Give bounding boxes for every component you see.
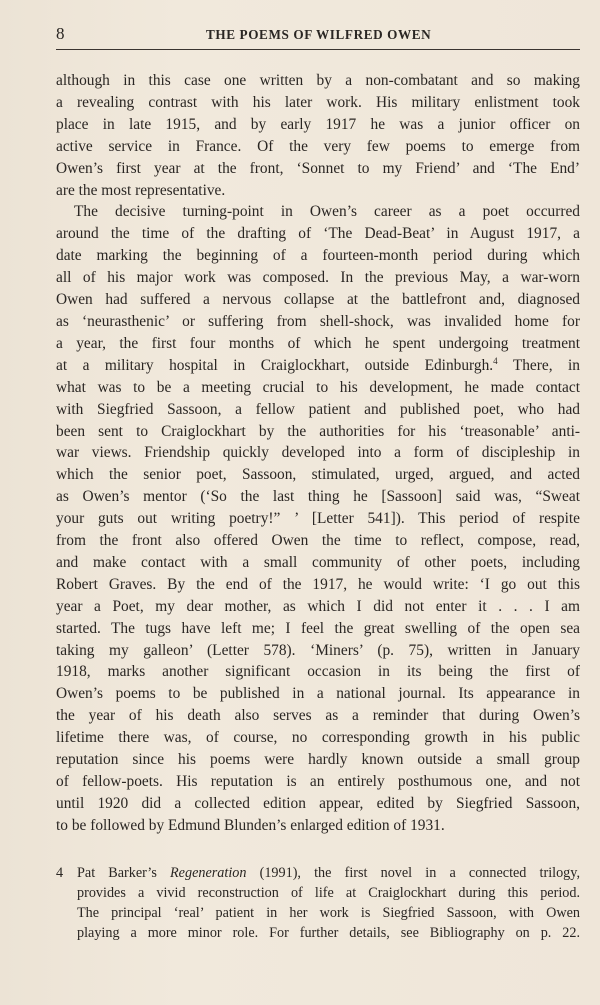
text-line: active service in France. Of the very few poems to emerge from	[56, 137, 580, 155]
text-line: Owen’s poems to be published in a national journal. Its appearance in	[56, 685, 580, 703]
text-line: to be followed by Edmund Blunden’s enlarged edition of 1931.	[56, 816, 445, 834]
text-line: are the most representative.	[56, 181, 226, 199]
text-line: Robert Graves. By the end of the 1917, he would write: ‘I go out this	[56, 575, 580, 593]
text-line: although in this case one written by a non-combatant and so making	[56, 72, 580, 89]
text-line: the year of his death also serves as a reminder that during Owen’s	[56, 707, 580, 725]
text-line: with Siegfried Sassoon, a fellow patient and published poet, who had	[56, 400, 580, 418]
text-line: around the time of the drafting of ‘The Dead-Beat’ in August 1917, a	[56, 225, 580, 243]
paragraph-1	[56, 70, 580, 201]
text-line: been sent to Craiglockhart by the authorities for his ‘treasonable’ anti-	[56, 422, 580, 440]
text-segment: (1991), the first novel in a connected trilogy,	[246, 864, 580, 881]
text-line: your guts out writing poetry!” ’ [Letter 541]). This period of respite	[56, 510, 580, 528]
footnote-row	[56, 863, 580, 944]
text-line: started. The tugs have left me; I feel the great swelling of the open sea	[56, 619, 580, 637]
text-line: which the senior poet, Sassoon, stimulated, urged, argued, and acted	[56, 466, 580, 484]
text-line: a revealing contrast with his later work. His military enlistment took	[56, 93, 580, 111]
text-line: as ‘neurasthenic’ or suffering from shell-shock, was invalided home for	[56, 312, 580, 330]
paragraph-2	[56, 201, 580, 836]
text-segment: There, in	[497, 356, 580, 374]
text-segment: at a military hospital in Craiglockhart, outside Edinburgh.	[56, 356, 494, 374]
text-line: all of his major work was composed. In the previous May, a war-worn	[56, 269, 580, 287]
text-line: as Owen’s mentor (‘So the last thing he [Sassoon] said was, “Sweat	[56, 488, 580, 506]
text-line: and make contact with a small community of other poets, including	[56, 553, 580, 571]
text-line: until 1920 did a collected edition appear, edited by Siegfried Sassoon,	[56, 794, 580, 812]
text-line: what was to be a meeting crucial to his development, he made contact	[56, 378, 580, 396]
footnote-number: 4	[56, 864, 64, 881]
text-line: Owen’s first year at the front, ‘Sonnet to my Friend’ and ‘The End’	[56, 159, 580, 177]
text-line: lifetime there was, of course, no corresponding growth in his public	[56, 729, 580, 747]
footnote-line	[77, 863, 580, 883]
text-line: The decisive turning-point in Owen’s career as a poet occurred	[74, 203, 580, 221]
footnote-ref[interactable]: 4	[493, 355, 498, 366]
text-line: place in late 1915, and by early 1917 he was a junior officer on	[56, 115, 580, 133]
footnote-line: playing a more minor role. For further details, see Bibliography on p. 22.	[77, 925, 580, 942]
running-title: THE POEMS OF WILFRED OWEN	[206, 27, 432, 42]
text-line: of fellow-poets. His reputation is an entirely posthumous one, and not	[56, 773, 580, 790]
text-line: a year, the first four months of which he spent undergoing treatment	[56, 334, 580, 352]
text-line: war views. Friendship quickly developed into a form of discipleship in	[56, 444, 580, 462]
text-line: date marking the beginning of a fourteen-month period during which	[56, 247, 580, 265]
running-head	[56, 0, 580, 50]
page-number: 8	[56, 24, 65, 43]
footnote	[56, 863, 580, 944]
footnote-body	[77, 863, 580, 944]
text-line: taking my galleon’ (Letter 578). ‘Miners’ (p. 75), written in January	[56, 641, 580, 659]
text-line: from the front also offered Owen the time to reflect, compose, read,	[56, 532, 580, 550]
text-line: Owen had suffered a nervous collapse at the battlefront and, diagnosed	[56, 291, 580, 309]
book-title: Regeneration	[170, 864, 247, 881]
footnote-line: provides a vivid reconstruction of life at Craiglockhart during this period.	[77, 884, 580, 901]
text-line: 1918, marks another significant occasion in its being the first of	[56, 663, 580, 681]
text-line: reputation since his poems were hardly known outside a small group	[56, 751, 580, 769]
text-segment: Pat Barker’s	[77, 864, 171, 881]
text-line: year a Poet, my dear mother, as which I did not enter it . . . I am	[56, 597, 580, 615]
footnote-line: The principal ‘real’ patient in her work is Siegfried Sassoon, with Owen	[77, 905, 580, 922]
body-text	[56, 70, 580, 837]
text-line-with-footnote	[56, 355, 580, 377]
